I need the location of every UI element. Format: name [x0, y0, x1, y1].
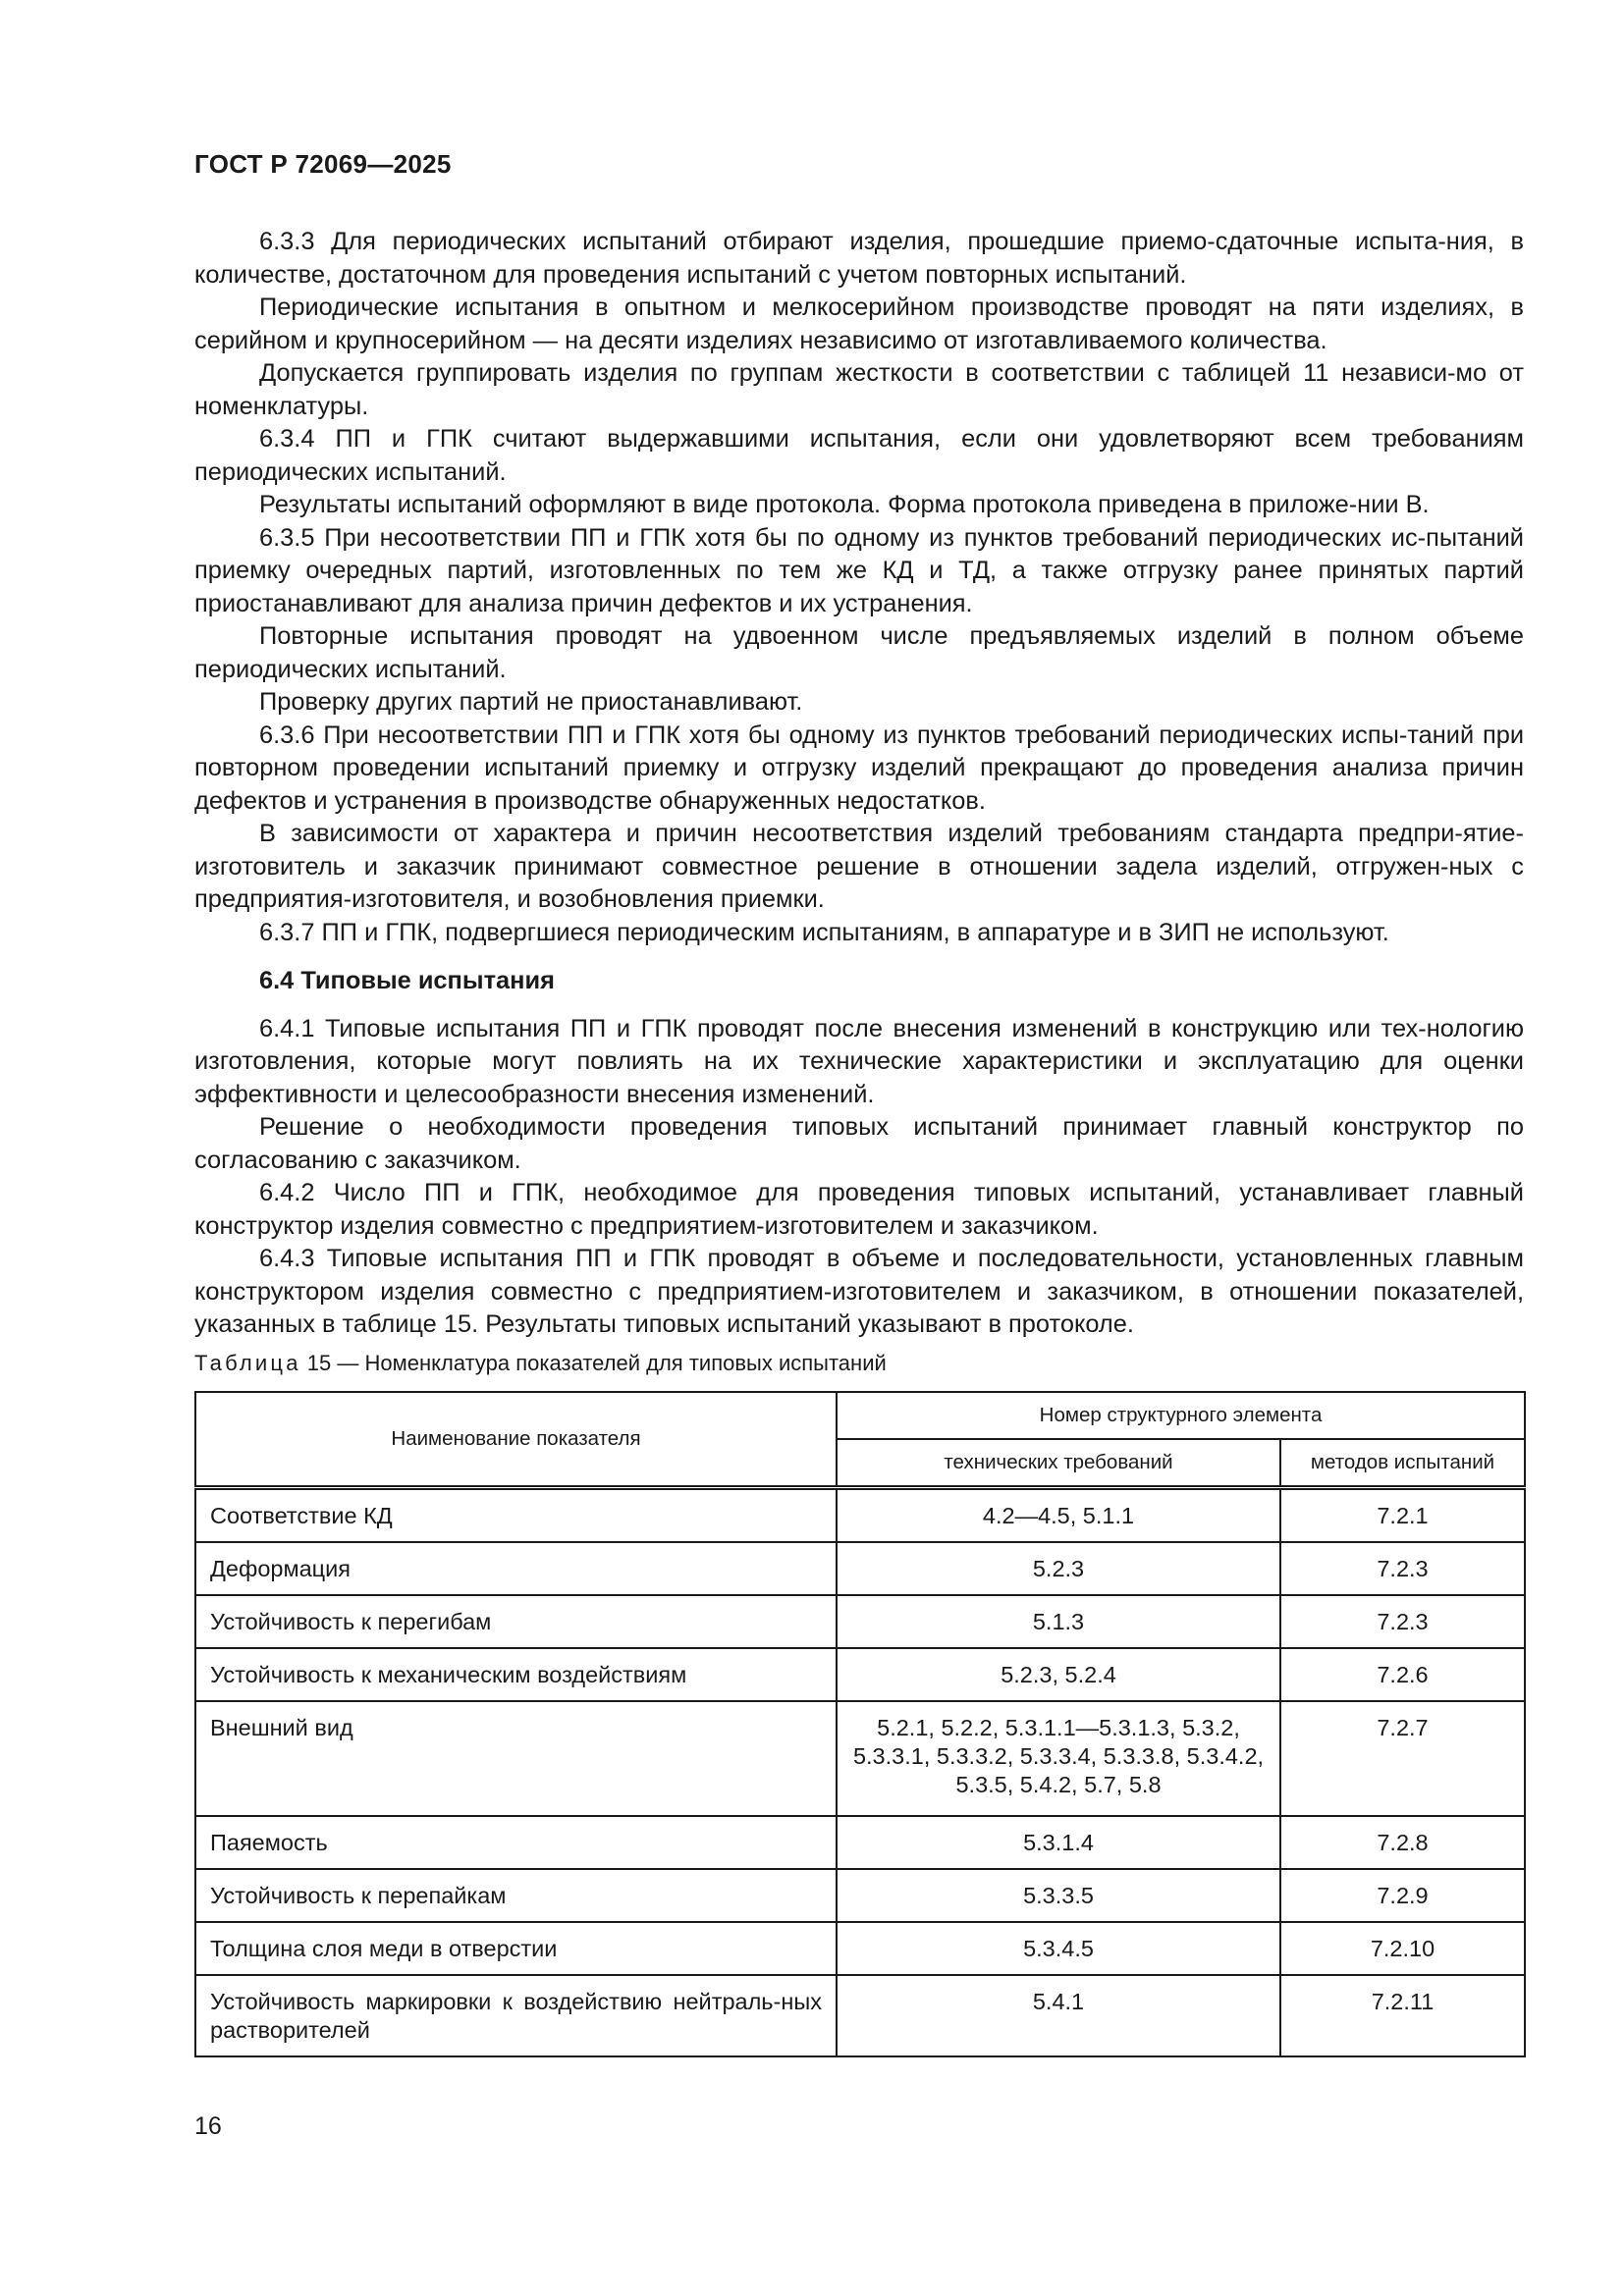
table-caption-prefix: Таблица: [194, 1350, 301, 1375]
cell-methods: 7.2.9: [1280, 1869, 1525, 1922]
cell-requirements: 5.3.1.4: [837, 1816, 1280, 1869]
cell-methods: 7.2.11: [1280, 1975, 1525, 2056]
cell-requirements: 5.3.3.5: [837, 1869, 1280, 1922]
table-row: [195, 1816, 1525, 1869]
cell-parameter: Устойчивость к перегибам: [195, 1595, 837, 1648]
section-heading: 6.4 Типовые испытания: [259, 967, 555, 994]
cell-parameter: Устойчивость маркировки к воздействию нейтраль-ных растворителей: [195, 1975, 837, 2056]
table-row: [195, 1922, 1525, 1975]
document-code-header: ГОСТ Р 72069—2025: [194, 149, 452, 179]
table-caption: [194, 1349, 1524, 1378]
table-row: [195, 1595, 1525, 1648]
paragraph: 6.3.7 ПП и ГПК, подвергшиеся периодическим испытаниям, в аппаратуре и в ЗИП не используют.: [259, 918, 1389, 946]
paragraph: Допускается группировать изделия по группам жесткости в соответствии с таблицей 11 независи-мо от номенклатуры.: [194, 359, 1524, 420]
paragraph: Проверку других партий не приостанавливают.: [259, 688, 803, 716]
table-row: [195, 1869, 1525, 1922]
cell-methods: 7.2.1: [1280, 1487, 1525, 1542]
cell-parameter: Устойчивость к механическим воздействиям: [195, 1648, 837, 1701]
paragraph: Результаты испытаний оформляют в виде протокола. Форма протокола приведена в приложе-нии В.: [259, 491, 1430, 518]
cell-methods: 7.2.3: [1280, 1542, 1525, 1595]
cell-requirements: 5.2.3: [837, 1542, 1280, 1595]
cell-methods: 7.2.3: [1280, 1595, 1525, 1648]
page-number: 16: [194, 2112, 222, 2140]
paragraph: Повторные испытания проводят на удвоенном числе предъявляемых изделий в полном объеме периодических испытаний.: [194, 622, 1524, 683]
table-row: [195, 1701, 1525, 1816]
cell-requirements: 4.2—4.5, 5.1.1: [837, 1487, 1280, 1542]
paragraph: Периодические испытания в опытном и мелкосерийном производстве проводят на пяти изделиях, в серийном и крупносерийном — на десяти изделиях независимо от изготавливаемого количества.: [194, 294, 1524, 354]
cell-parameter: Внешний вид: [195, 1701, 837, 1816]
cell-parameter: Соответствие КД: [195, 1487, 837, 1542]
cell-parameter: Деформация: [195, 1542, 837, 1595]
cell-requirements: 5.1.3: [837, 1595, 1280, 1648]
cell-parameter: Толщина слоя меди в отверстии: [195, 1922, 837, 1975]
cell-requirements: 5.4.1: [837, 1975, 1280, 2056]
paragraph: 6.4.2 Число ПП и ГПК, необходимое для проведения типовых испытаний, устанавливает главный конструктор изделия совместно с предприятием-изготовителем и заказчиком.: [194, 1179, 1524, 1240]
document-body: [194, 226, 1524, 2057]
table-row: [195, 1648, 1525, 1701]
paragraph: 6.3.3 Для периодических испытаний отбирают изделия, прошедшие приемо-сдаточные испыта-ния, в количестве, достаточном для проведения испытаний с учетом повторных испытаний.: [194, 228, 1524, 289]
table-caption-text: 15 — Номенклатура показателей для типовых испытаний: [306, 1350, 887, 1375]
cell-methods: 7.2.7: [1280, 1701, 1525, 1816]
cell-requirements: 5.2.1, 5.2.2, 5.3.1.1—5.3.1.3, 5.3.2, 5.3.3.1, 5.3.3.2, 5.3.3.4, 5.3.3.8, 5.3.4.2, 5.3.5, 5.4.2, 5.7, 5.8: [837, 1701, 1280, 1816]
cell-methods: 7.2.6: [1280, 1648, 1525, 1701]
header-structural-element: Номер структурного элемента: [837, 1392, 1525, 1439]
cell-methods: 7.2.10: [1280, 1922, 1525, 1975]
paragraph: 6.3.6 При несоответствии ПП и ГПК хотя бы одному из пунктов требований периодических испы-таний при повторном проведении испытаний приемку и отгрузку изделий прекращают до проведения анализа причин дефектов и устранения в производстве обнаруженных недостатков.: [194, 721, 1524, 815]
paragraph: В зависимости от характера и причин несоответствия изделий требованиям стандарта предпри-ятие-изготовитель и заказчик принимают совместное решение в отношении задела изделий, отгружен-ных с предприятия-изготовителя, и возобновления приемки.: [194, 820, 1524, 913]
cell-requirements: 5.2.3, 5.2.4: [837, 1648, 1280, 1701]
cell-requirements: 5.3.4.5: [837, 1922, 1280, 1975]
table-row: [195, 1542, 1525, 1595]
header-technical-requirements: технических требований: [837, 1439, 1280, 1488]
cell-methods: 7.2.8: [1280, 1816, 1525, 1869]
paragraph: Решение о необходимости проведения типовых испытаний принимает главный конструктор по согласованию с заказчиком.: [194, 1113, 1524, 1174]
cell-parameter: Паяемость: [195, 1816, 837, 1869]
cell-parameter: Устойчивость к перепайкам: [195, 1869, 837, 1922]
paragraph: 6.4.3 Типовые испытания ПП и ГПК проводят в объеме и последовательности, установленных главным конструктором изделия совместно с предприятием-изготовителем и заказчиком, в отношении показателей, указанных в таблице 15. Результаты типовых испытаний указывают в протоколе.: [194, 1245, 1524, 1338]
table-row: [195, 1487, 1525, 1542]
table-row: [195, 1975, 1525, 2056]
header-test-methods: методов испытаний: [1280, 1439, 1525, 1488]
paragraph: 6.3.5 При несоответствии ПП и ГПК хотя бы по одному из пунктов требований периодических ис-пытаний приемку очередных партий, изготовленных по тем же КД и ТД, а также отгрузку ранее принятых партий приостанавливают для анализа причин дефектов и их устранения.: [194, 523, 1524, 617]
paragraph: 6.4.1 Типовые испытания ПП и ГПК проводят после внесения изменений в конструкцию или тех-нологию изготовления, которые могут повлиять на их технические характеристики и эксплуатацию для оценки эффективности и целесообразности внесения изменений.: [194, 1014, 1524, 1108]
header-parameter-name: Наименование показателя: [195, 1392, 837, 1488]
indicators-table: [194, 1391, 1526, 2057]
paragraph: 6.3.4 ПП и ГПК считают выдержавшими испытания, если они удовлетворяют всем требованиям периодических испытаний.: [194, 425, 1524, 486]
